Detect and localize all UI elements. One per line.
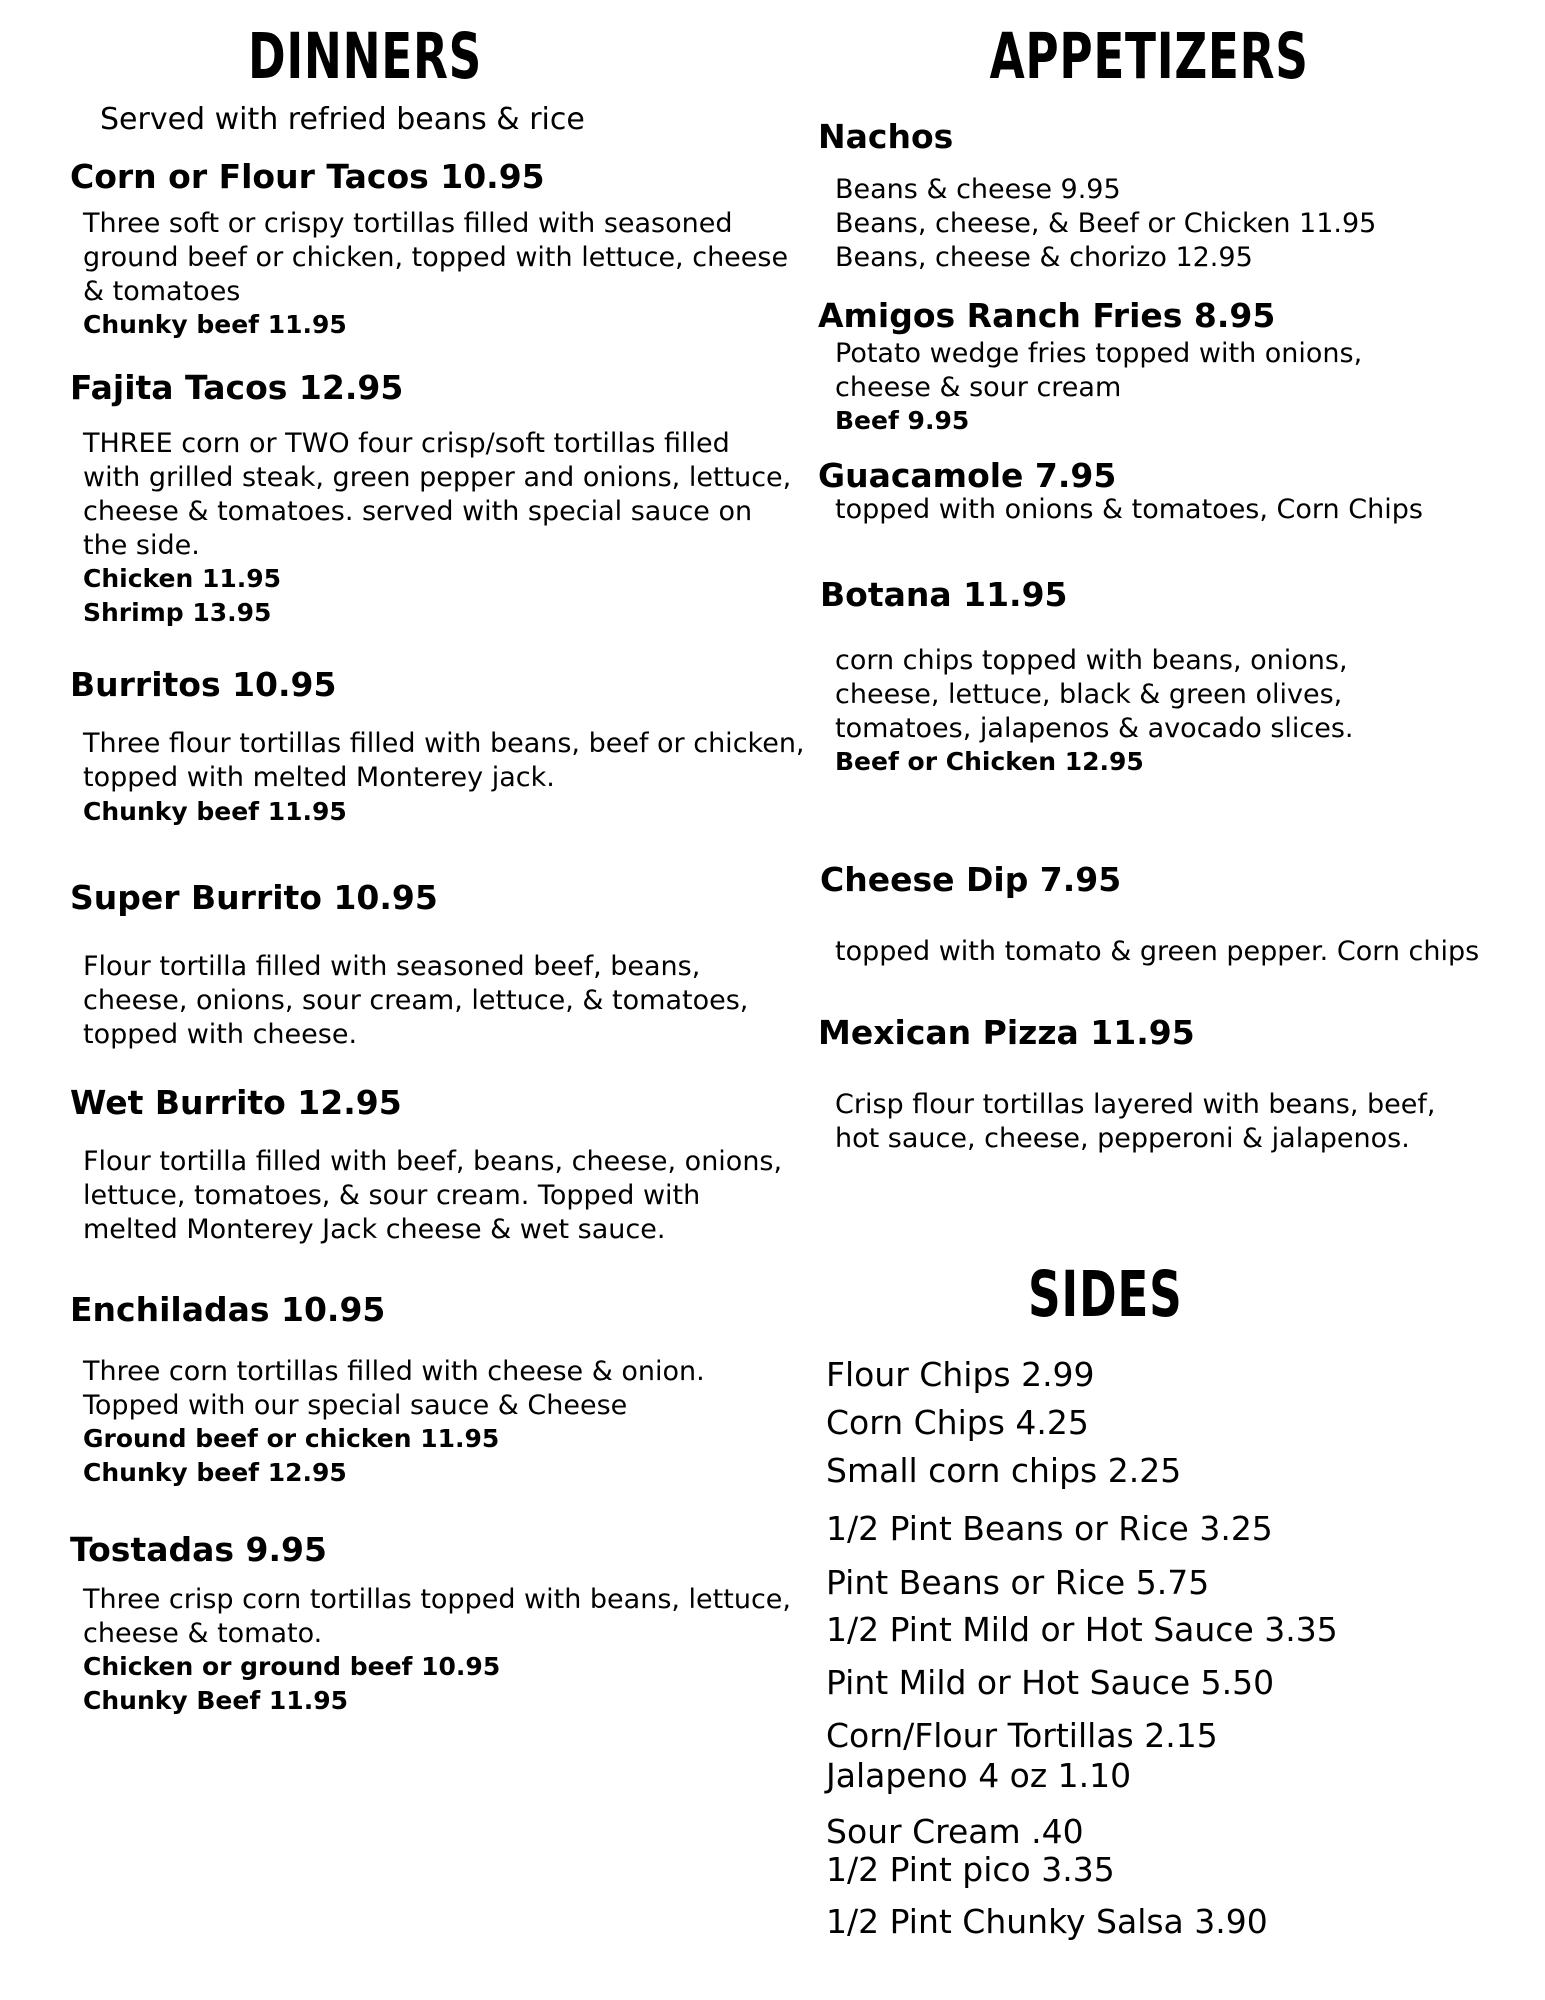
dinner-item-name: Corn or Flour Tacos 10.95 [70,157,545,196]
appetizer-item-option: Beef 9.95 [835,406,970,435]
dinners-heading: DINNERS [247,20,483,93]
side-item: 1/2 Pint Chunky Salsa 3.90 [826,1902,1268,1941]
dinner-item-name: Wet Burrito 12.95 [70,1083,402,1122]
side-item: 1/2 Pint pico 3.35 [826,1850,1115,1889]
dinner-item-desc: Three flour tortillas filled with beans, beef or chicken, topped with melted Monterey jack. [83,728,805,793]
dinner-item-option: Chicken or ground beef 10.95 [83,1652,501,1681]
dinner-item-option: Ground beef or chicken 11.95 [83,1424,500,1453]
appetizer-item-option: Beef or Chicken 12.95 [835,747,1144,776]
dinner-item-desc: Flour tortilla filled with seasoned beef, beans, cheese, onions, sour cream, lettuce, & tomatoes, topped with cheese. [83,951,749,1050]
appetizers-heading: APPETIZERS [989,20,1309,93]
appetizer-item-desc: Beans & cheese 9.95 Beans, cheese, & Beef or Chicken 11.95 Beans, cheese & chorizo 12.95 [835,174,1377,273]
appetizer-item-name: Botana 11.95 [820,575,1068,614]
side-item: 1/2 Pint Mild or Hot Sauce 3.35 [826,1610,1338,1649]
dinner-item-desc: Three crisp corn tortillas topped with beans, lettuce, cheese & tomato. [83,1584,791,1649]
appetizer-item-desc: corn chips topped with beans, onions, cheese, lettuce, black & green olives, tomatoes, jalapenos & avocado slices. [835,645,1354,744]
dinner-item-option: Chunky beef 11.95 [83,310,347,339]
dinner-item-name: Tostadas 9.95 [70,1530,327,1569]
dinner-item-option: Chunky beef 12.95 [83,1458,347,1487]
dinner-item-name: Fajita Tacos 12.95 [70,368,404,407]
dinner-item-option: Chicken 11.95 [83,564,282,593]
dinner-item-desc: Flour tortilla filled with beef, beans, cheese, onions, lettuce, tomatoes, & sour cream. Topped with melted Monterey Jack cheese & wet sauce. [83,1146,783,1245]
appetizer-item-name: Amigos Ranch Fries 8.95 [818,296,1276,335]
dinner-item-desc: Three corn tortillas filled with cheese & onion. Topped with our special sauce & Cheese [83,1356,705,1421]
dinner-item-name: Burritos 10.95 [70,665,337,704]
side-item: Sour Cream .40 [826,1812,1084,1851]
dinner-item-name: Enchiladas 10.95 [70,1290,386,1329]
side-item: Small corn chips 2.25 [826,1451,1182,1490]
side-item: Pint Mild or Hot Sauce 5.50 [826,1663,1275,1702]
dinner-item-option: Chunky Beef 11.95 [83,1686,348,1715]
appetizer-item-name: Guacamole 7.95 [818,456,1117,495]
dinner-item-name: Super Burrito 10.95 [70,878,438,917]
side-item: 1/2 Pint Beans or Rice 3.25 [826,1509,1273,1548]
side-item: Corn Chips 4.25 [826,1403,1089,1442]
appetizer-item-desc: topped with tomato & green pepper. Corn chips [835,936,1480,967]
appetizer-item-name: Mexican Pizza 11.95 [818,1013,1195,1052]
dinner-item-desc: THREE corn or TWO four crisp/soft tortillas filled with grilled steak, green pepper and onions, lettuce, cheese & tomatoes. served with special sauce on the side. [83,428,792,561]
dinner-item-desc: Three soft or crispy tortillas filled with seasoned ground beef or chicken, topped with lettuce, cheese & tomatoes [83,208,789,307]
side-item: Corn/Flour Tortillas 2.15 [826,1716,1218,1755]
appetizer-item-desc: Potato wedge fries topped with onions, cheese & sour cream [835,338,1363,403]
side-item: Flour Chips 2.99 [826,1355,1095,1394]
side-item: Pint Beans or Rice 5.75 [826,1563,1210,1602]
appetizer-item-desc: Crisp flour tortillas layered with beans, beef, hot sauce, cheese, pepperoni & jalapenos. [835,1089,1436,1154]
appetizer-item-name: Nachos [818,117,954,156]
sides-heading: SIDES [1028,1258,1183,1331]
dinner-item-option: Shrimp 13.95 [83,598,272,627]
dinners-subtitle: Served with refried beans & rice [100,102,585,137]
appetizer-item-name: Cheese Dip 7.95 [820,860,1122,899]
dinner-item-option: Chunky beef 11.95 [83,797,347,826]
appetizer-item-desc: topped with onions & tomatoes, Corn Chips [835,494,1423,525]
side-item: Jalapeno 4 oz 1.10 [826,1756,1132,1795]
